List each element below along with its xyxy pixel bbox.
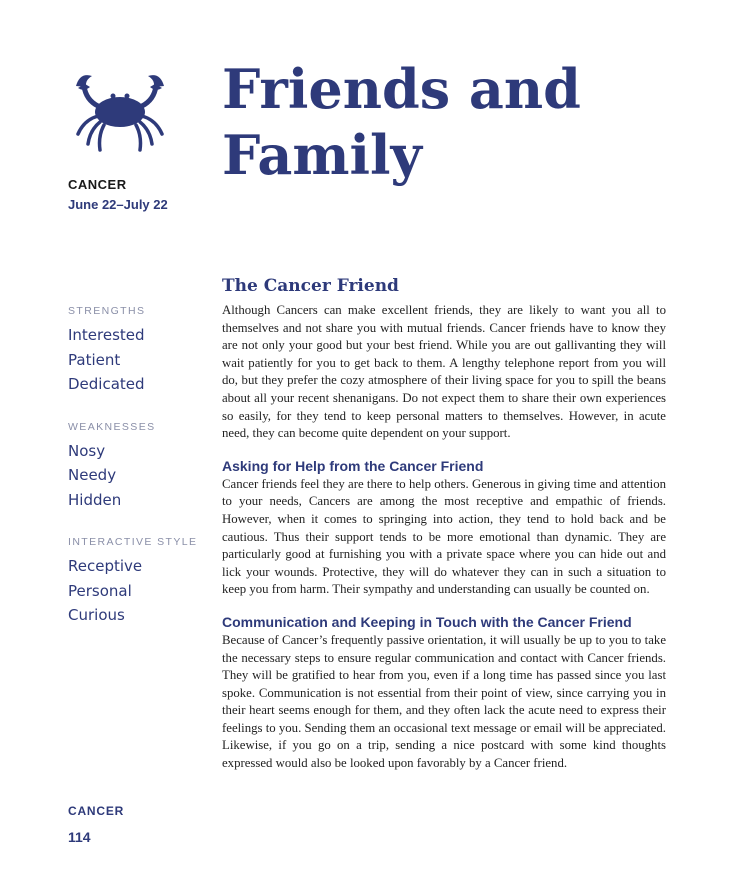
strength-item: Dedicated: [68, 375, 145, 393]
subsection-text-help: Cancer friends feel they are there to help others. Generous in giving time and attention to your needs, Cancers are among the most receptive and empathic of friends. However, when it comes to springing into action, they tend to hold back and be cautious. Thus their support tends to be more emotional than dynamic. They are particularly good at furnishing you with a private space where you can hide out and lick your wounds. Protective, they will do whatever they can in such a situation to keep you from harm. Their sympathy and understanding can usually be counted on.: [222, 476, 666, 597]
strength-item: Patient: [68, 350, 121, 369]
section-title: The Cancer Friend: [222, 276, 399, 296]
main-content: [222, 276, 666, 786]
weaknesses-heading: WEAKNESSES: [68, 420, 156, 433]
strengths-list: [68, 323, 208, 397]
page-title: [222, 56, 581, 188]
interactive-style-item: Personal: [68, 581, 132, 600]
title-line-2: Family: [222, 123, 422, 187]
weakness-item: Hidden: [68, 490, 122, 509]
weakness-item: Needy: [68, 466, 117, 484]
interactive-style-heading: INTERACTIVE STYLE: [68, 536, 198, 548]
subsection-heading-help: Asking for Help from the Cancer Friend: [222, 457, 484, 474]
interactive-style-item: Receptive: [68, 557, 143, 575]
footer-sign: CANCER: [68, 804, 125, 818]
sign-name: CANCER: [68, 177, 127, 192]
weakness-item: Nosy: [68, 441, 106, 460]
subsection-heading-communication: Communication and Keeping in Touch with the Cancer Friend: [222, 613, 632, 630]
interactive-style-item: Curious: [68, 606, 125, 624]
crab-icon: [68, 70, 172, 160]
title-line-1: Friends and: [222, 57, 581, 121]
sign-dates: June 22–July 22: [68, 197, 168, 212]
strengths-heading: STRENGTHS: [68, 305, 146, 317]
subsection-text-communication: Because of Cancer’s frequently passive orientation, it will usually be up to you to take the necessary steps to ensure regular communication and contact with Cancer friends. They will be gratified to hear from you, even if a long time has passed since you last spoke. Communication is not essential from their point of view, since carrying you in their heart seems enough for them, and they often lack the acute need to express their feelings to you. Sending them an occasional text message or email will be appreciated. Likewise, if you go on a trip, sending a nice postcard with some kind thoughts expressed would also be looked upon favorably by a Cancer friend.: [222, 632, 666, 771]
page-number: 114: [68, 829, 91, 845]
intro-paragraph: Although Cancers can make excellent friends, they are likely to want you all to themselves and not share you with mutual friends. Cancer friends have to know they are not only your good but your best friend. While you are out gallivanting they will wait patiently for you to get back to them. A lengthy telephone report from you will do, but they prefer the cozy atmosphere of their living space for you to spill the beans about all your recent shenanigans. Do not expect them to share their own experiences so easily, for they tend to keep personal matters to themselves. However, in acute need, they can become quite dependent on your support.: [222, 303, 666, 441]
weaknesses-list: [68, 439, 208, 513]
interactive-style-list: [68, 554, 208, 628]
sidebar: [68, 305, 208, 652]
strength-item: Interested: [68, 326, 145, 344]
